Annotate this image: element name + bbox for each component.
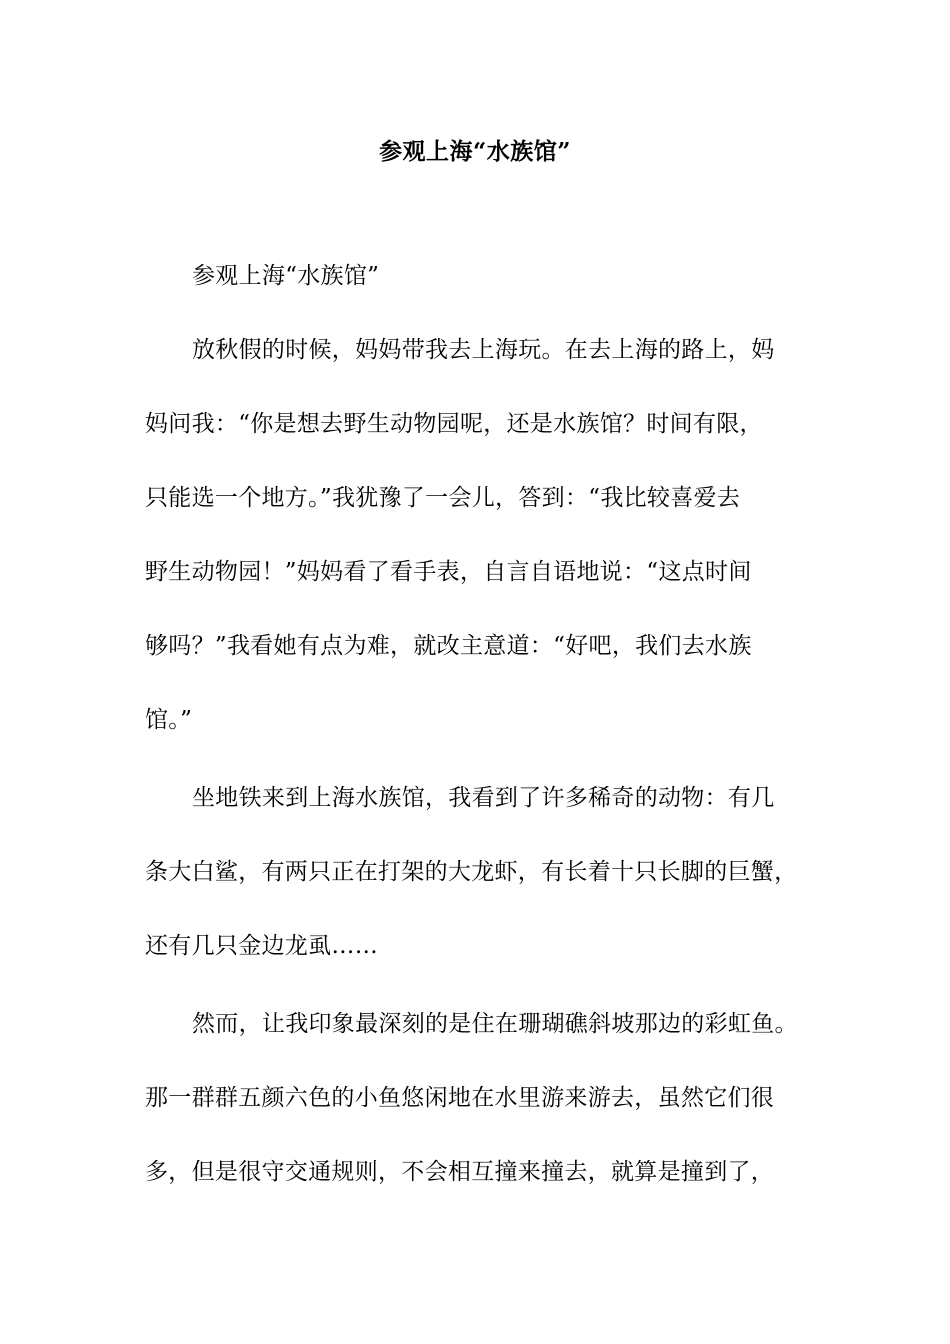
paragraph-1-line-3: 只能选一个地方。”我犹豫了一会儿，答到：“我比较喜爱去 xyxy=(145,485,741,511)
paragraph-1-line-2: 妈问我：“你是想去野生动物园呢，还是水族馆？时间有限， xyxy=(145,411,763,437)
paragraph-3-line-1: 然而，让我印象最深刻的是住在珊瑚礁斜坡那边的彩虹鱼。 xyxy=(192,1011,798,1037)
paragraph-1-line-5: 够吗？”我看她有点为难，就改主意道：“好吧，我们去水族 xyxy=(145,633,752,659)
paragraph-2-line-2: 条大白鲨，有两只正在打架的大龙虾，有长着十只长脚的巨蟹， xyxy=(145,859,798,885)
paragraph-2-line-3: 还有几只金边龙虱…… xyxy=(145,933,378,959)
document-title: 参观上海“水族馆” xyxy=(379,138,571,165)
subtitle-line: 参观上海“水族馆” xyxy=(192,263,380,289)
paragraph-1-line-1: 放秋假的时候，妈妈带我去上海玩。在去上海的路上，妈 xyxy=(192,337,775,363)
paragraph-3-line-3: 多，但是很守交通规则，不会相互撞来撞去，就算是撞到了， xyxy=(145,1159,775,1185)
paragraph-2-line-1: 坐地铁来到上海水族馆，我看到了许多稀奇的动物：有几 xyxy=(192,785,775,811)
paragraph-3-line-2: 那一群群五颜六色的小鱼悠闲地在水里游来游去，虽然它们很 xyxy=(145,1085,775,1111)
paragraph-1-line-6: 馆。” xyxy=(145,707,193,733)
paragraph-1-line-4: 野生动物园！”妈妈看了看手表，自言自语地说：“这点时间 xyxy=(145,559,752,585)
